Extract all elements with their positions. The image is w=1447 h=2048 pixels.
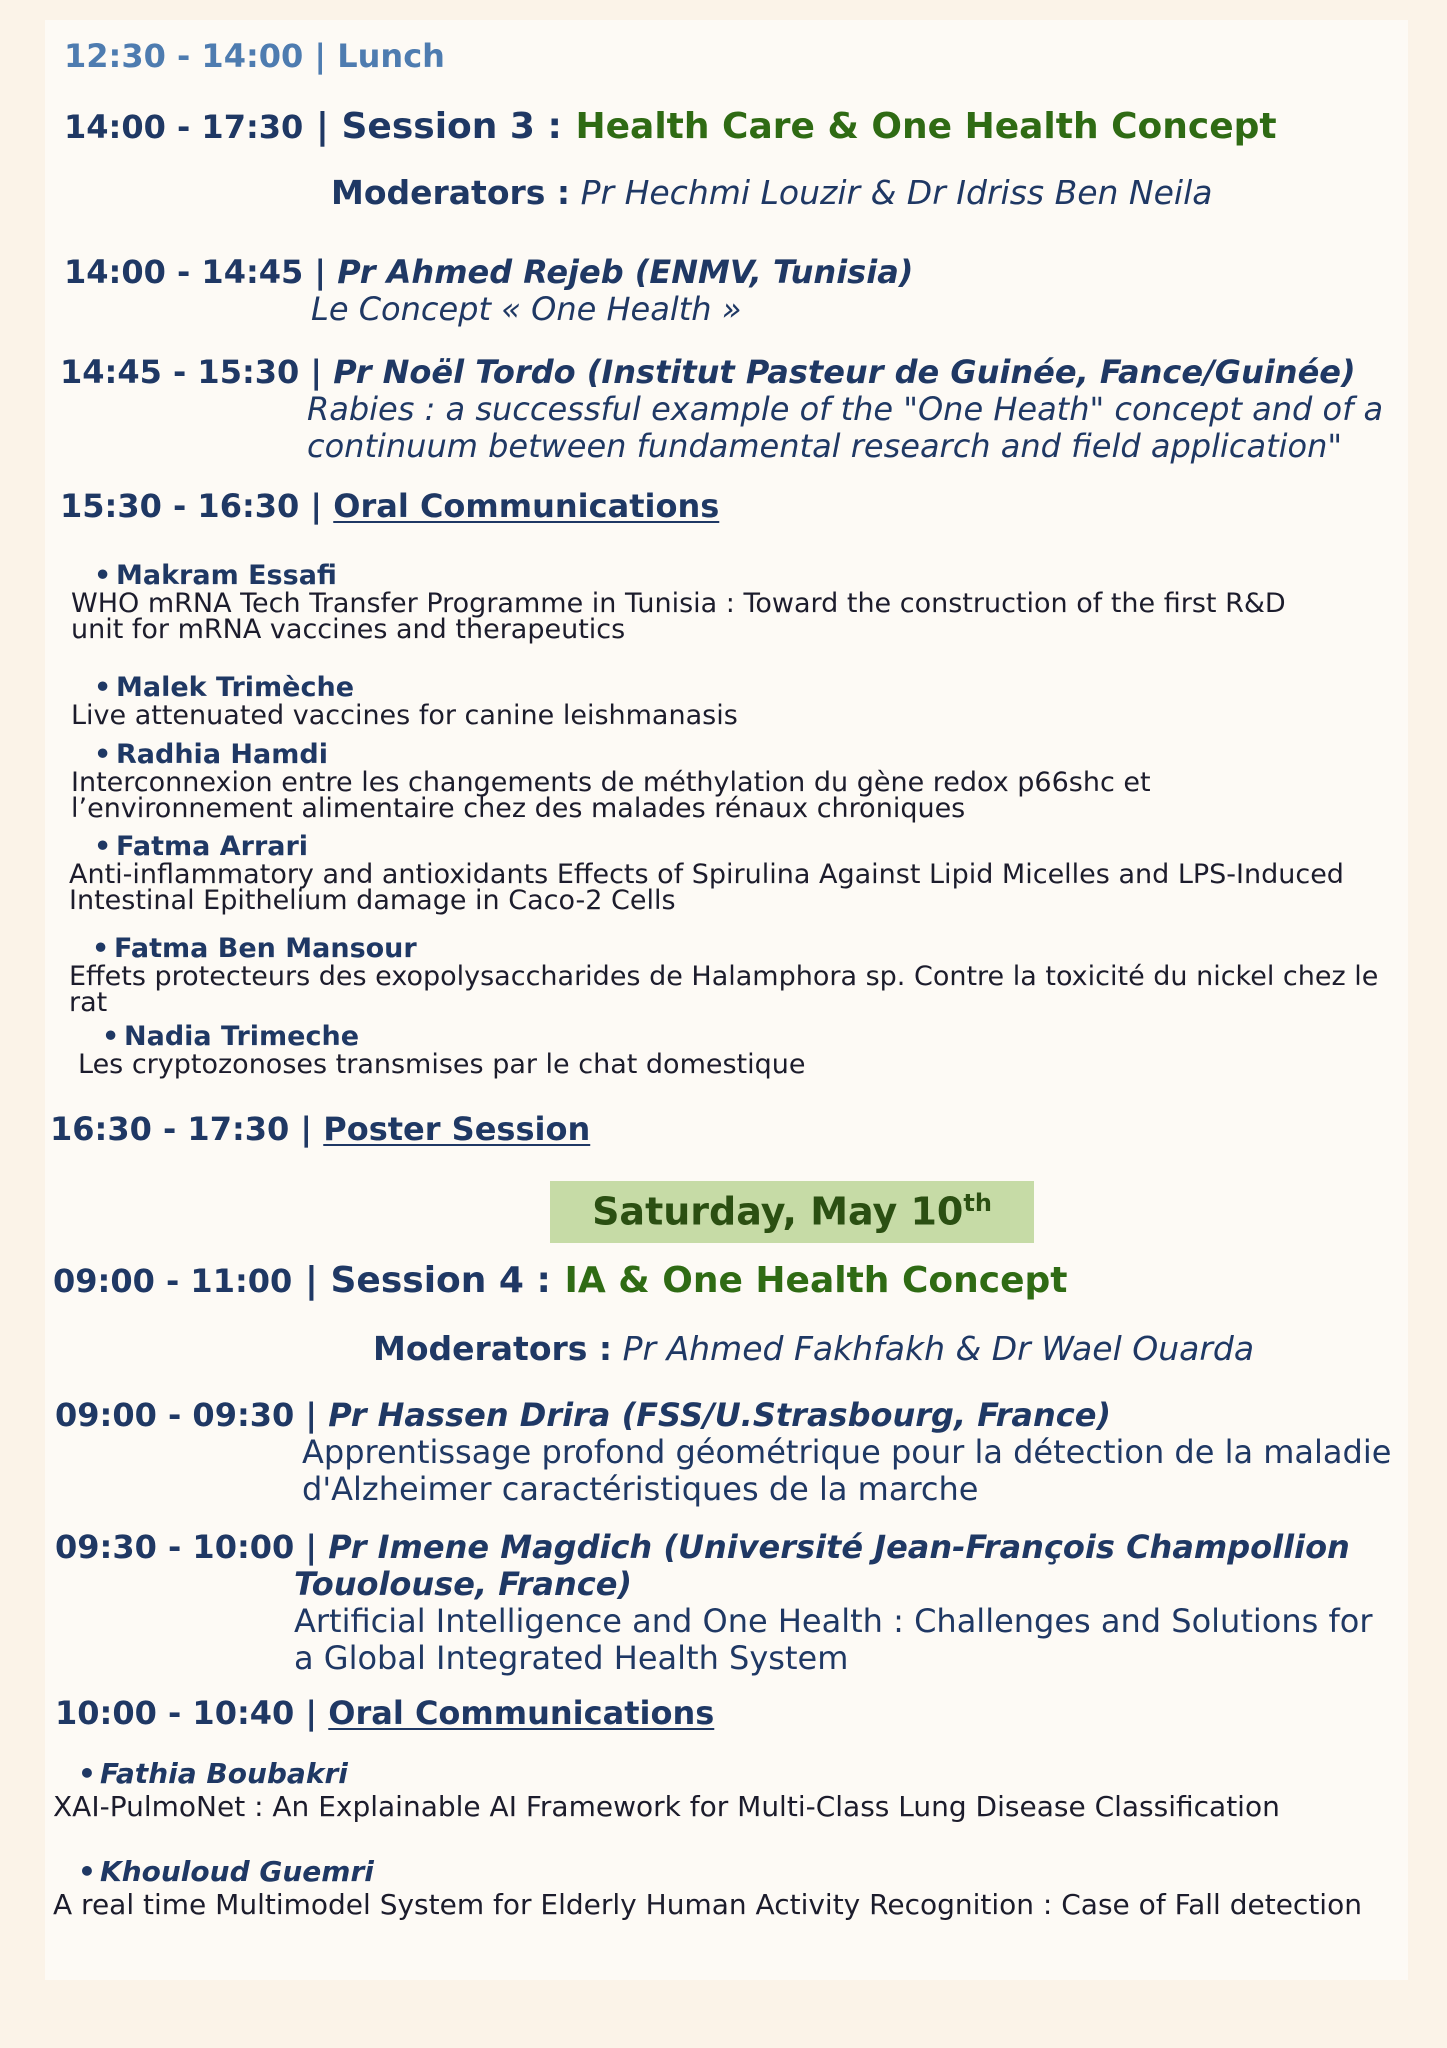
list-item-name: • Makram Essafi [94,560,337,591]
talk-time: 14:00 - 14:45 [64,253,304,291]
list-item-line: Effets protecteurs des exopolysaccharides de Halamphora sp. Contre la toxicité du nickel chez le [69,961,1379,992]
list-item-name: • Fatma Ben Mansour [92,933,417,964]
poster-label: Poster Session [323,1110,591,1148]
moderators-label: Moderators : [331,173,571,212]
lunch-row: 12:30 - 14:00 | Lunch [64,37,445,75]
list-item-line: WHO mRNA Tech Transfer Programme in Tunisia : Toward the construction of the first R&D [71,588,1286,619]
talk-title-line: Rabies : a successful example of the "One Heath" concept and of a [307,390,1384,428]
session3-moderators [331,173,1212,212]
talk-speaker-line: Touolouse, France) [294,1565,633,1603]
oral-label: Oral Communications [328,1694,715,1732]
talk-row: 14:45 - 15:30 | Pr Noël Tordo (Institut Pasteur de Guinée, Fance/Guinée) [60,353,1356,391]
list-item-line: Live attenuated vaccines for canine leishmanasis [71,700,738,731]
oral-header: 15:30 - 16:30 | Oral Communications [60,487,720,525]
list-item-name: • Fatma Arrari [94,831,309,862]
moderators-names: Pr Ahmed Fakhfakh & Dr Wael Ouarda [622,1329,1255,1368]
session4-moderators [373,1329,1254,1368]
session3-label: Session 3 : [341,106,562,147]
list-item-name: • Nadia Trimeche [102,1021,360,1052]
lunch-label: Lunch [337,37,445,75]
talk-time: 14:45 - 15:30 [60,353,300,391]
lunch-time: 12:30 - 14:00 [64,37,304,75]
moderators-label: Moderators : [373,1329,613,1368]
list-item-name: • Khouloud Guemri [78,1855,374,1888]
list-item-line: Interconnexion entre les changements de méthylation du gène redox p66shc et [71,767,1151,798]
list-item-name: • Fathia Boubakri [78,1757,348,1790]
day-banner [550,1181,1034,1243]
talk-speaker: Pr Hassen Drira (FSS/U.Strasbourg, France) [328,1396,1112,1434]
list-item-line: Intestinal Epithelium damage in Caco-2 Cells [69,885,676,916]
talk-time: 09:00 - 09:30 [55,1396,295,1434]
list-item-line: l’environnement alimentaire chez des malades rénaux chroniques [71,793,966,824]
talk-title: Le Concept « One Health » [311,290,742,328]
session3-header: 14:00 - 17:30 | Session 3 : Health Care & One Health Concept [64,106,1277,147]
session4-time: 09:00 - 11:00 [53,1262,293,1300]
poster-row: 16:30 - 17:30 | Poster Session [50,1110,591,1148]
oral-header: 10:00 - 10:40 | Oral Communications [55,1694,715,1732]
talk-row: 09:00 - 09:30 | Pr Hassen Drira (FSS/U.Strasbourg, France) [55,1396,1112,1434]
session3-time: 14:00 - 17:30 [64,108,304,146]
talk-title-line: continuum between fundamental research and field application" [307,427,1343,465]
list-item-line: Anti-inflammatory and antioxidants Effects of Spirulina Against Lipid Micelles and LPS-Induced [69,859,1344,890]
list-item-line: unit for mRNA vaccines and therapeutics [71,614,626,645]
talk-speaker: Pr Ahmed Rejeb (ENMV, Tunisia) [337,253,914,291]
list-item-line: A real time Multimodel System for Elderly Human Activity Recognition : Case of Fall detection [53,1888,1362,1921]
talk-title-line: Apprentissage profond géométrique pour la détection de la maladie [302,1433,1392,1471]
talk-row: 09:30 - 10:00 | Pr Imene Magdich (Université Jean-François Champollion [55,1528,1350,1566]
list-item-line: Les cryptozonoses transmises par le chat domestique [78,1049,806,1080]
poster-time: 16:30 - 17:30 [50,1110,290,1148]
talk-row: 14:00 - 14:45 | Pr Ahmed Rejeb (ENMV, Tunisia) [64,253,914,291]
talk-title-line: d'Alzheimer caractéristiques de la marche [302,1470,979,1508]
talk-speaker: Pr Noël Tordo (Institut Pasteur de Guinée, Fance/Guinée) [333,353,1356,391]
day-label: Saturday, May 10th [592,1189,992,1234]
session4-header: 09:00 - 11:00 | Session 4 : IA & One Health Concept [53,1260,1068,1301]
talk-speaker: Pr Imene Magdich (Université Jean-François Champollion [328,1528,1350,1566]
oral-label: Oral Communications [333,487,720,525]
list-item-line: rat [69,987,108,1018]
list-item-name: • Malek Trimèche [94,672,355,703]
oral-time: 10:00 - 10:40 [55,1694,295,1732]
session3-title: Health Care & One Health Concept [575,106,1277,147]
list-item-name: • Radhia Hamdi [94,739,328,770]
session4-label: Session 4 : [330,1260,551,1301]
session4-title: IA & One Health Concept [564,1260,1068,1301]
oral-time: 15:30 - 16:30 [60,487,300,525]
moderators-names: Pr Hechmi Louzir & Dr Idriss Ben Neila [580,173,1213,212]
list-item-line: XAI-PulmoNet : An Explainable AI Framework for Multi-Class Lung Disease Classification [53,1790,1280,1823]
talk-time: 09:30 - 10:00 [55,1528,295,1566]
talk-title-line: a Global Integrated Health System [294,1639,849,1677]
talk-title-line: Artificial Intelligence and One Health : Challenges and Solutions for [294,1602,1373,1640]
